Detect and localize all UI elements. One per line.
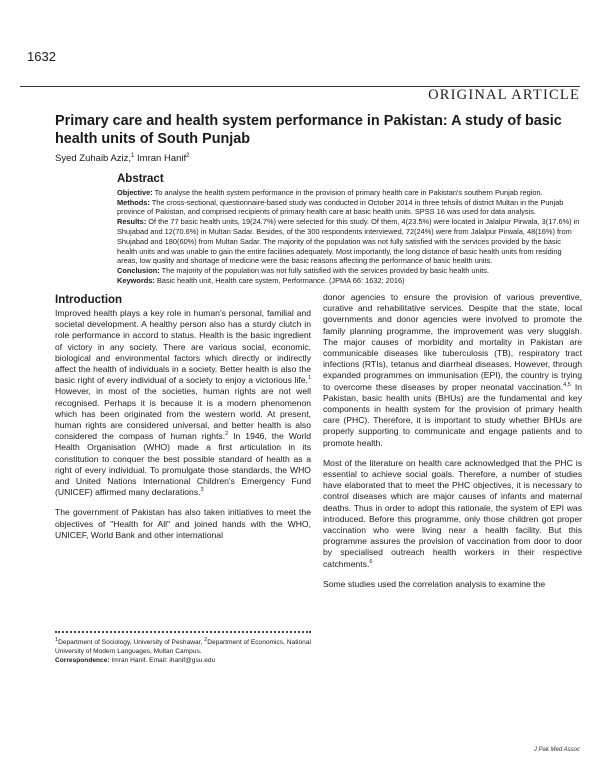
objective-label: Objective: — [117, 187, 153, 197]
intro-p1-part-b: However, in most of the societies, human rights are not well recognised. Perhaps it is because it is a modern phenomenon which has been originated from the western world. At present, human rights are considered universal, and better health is also considered the compass of human rights. — [55, 386, 311, 442]
citation-6: 6 — [369, 558, 373, 565]
abstract-keywords — [117, 276, 581, 286]
intro-paragraph-2: The government of Pakistan has also taken initiatives to meet the objectives of "Health for All" and joined hands with the WHO, UNICEF, World Bank and other international — [55, 507, 311, 540]
author-affil-1: 1 — [131, 153, 135, 159]
keywords-label: Keywords: — [117, 275, 155, 285]
article-type-label: ORIGINAL ARTICLE — [428, 87, 580, 103]
intro-paragraph-4 — [323, 458, 582, 570]
conclusion-text: The majority of the population was not fully satisfied with the services provided by basic health units. — [159, 266, 490, 276]
body-column-left — [55, 293, 311, 550]
intro-r1-part-a: donor agencies to ensure the provision of various preventive, curative and rehabilitative services. Despite that the state, local governments and donor agencies were involved to promote the family planning programme, the improvement was very sluggish. The major causes of morbidity and mortality in Pakistan are communicable diseases like tuberculosis (TB), respiratory tract infections (RTIs), tetanus and diarrheal diseases. However, through expanded programmes on immunisation (EPI), the country is trying to overcome these diseases by proper neonatal vaccination. — [323, 292, 582, 392]
author-name-2: Imran Hanif — [134, 153, 187, 165]
conclusion-label: Conclusion: — [117, 266, 160, 276]
body-column-right — [323, 292, 582, 599]
intro-r2-part-a: Most of the literature on health care acknowledged that the PHC is essential to achieve social goals. Therefore, a number of studies have elaborated that to meet the PHC objectives, it is necessary to control diseases which are major causes of infants and maternal deaths. Thus in order to adopt this rationale, the system of EPI was introduced. Before this programme, only those children got proper vaccination who were living near a health facility. But this programme assures the provision of vaccination from door to door by specialised outreach health workers in their respective catchments. — [323, 457, 582, 569]
intro-p1-part-c: In 1946, the World Health Organisation (WHO) made a first articulation in its constitution to conquer the best possible standard of health as a right of every individual. To promulgate those standards, the WHO and United Nations International Children's Emergency Fund (UNICEF) affirmed many declarations. — [55, 431, 311, 498]
author-name-1: Syed Zuhaib Aziz, — [55, 153, 132, 165]
abstract-heading: Abstract — [117, 173, 164, 185]
correspondence-label: Correspondence: — [55, 657, 110, 665]
citation-1: 1 — [307, 375, 311, 382]
citation-4-5: 4,5 — [563, 381, 571, 388]
intro-paragraph-5: Some studies used the correlation analysis to examine the — [323, 578, 546, 589]
page-number: 1632 — [27, 49, 56, 64]
affiliation-footnote — [55, 636, 311, 665]
abstract-section — [117, 175, 581, 286]
affil-mark-2: 2 — [204, 637, 208, 643]
intro-paragraph-3 — [323, 292, 582, 449]
methods-text: The cross-sectional, questionnaire-based study was conducted in October 2014 in three tehsils of district Multan in the Punjab province of Pakistan, and comprised recipients of primary health care at basic health units. SPSS 16 was used for data analysis. — [117, 197, 564, 217]
citation-2: 2 — [225, 431, 229, 438]
introduction-heading: Introduction — [55, 294, 123, 306]
affil-1-text: Department of Sociology, University of Peshawar, — [58, 639, 205, 647]
journal-name: J Pak Med Assoc — [533, 747, 580, 753]
correspondence-text: Imran Hanif. Email: ihanif@gsu.edu — [109, 657, 216, 665]
affil-mark-1: 1 — [55, 637, 59, 643]
intro-paragraph-1 — [55, 308, 311, 498]
article-title: Primary care and health system performance in Pakistan: A study of basic health units of South Punjab — [55, 113, 562, 147]
objective-text: To analyse the health system performance in the provision of primary health care in Pakistan's southern Punjab region. — [152, 187, 543, 197]
methods-label: Methods: — [117, 197, 150, 207]
keywords-text: Basic health unit, Health care system, Performance. (JPMA 66: 1632; 2016) — [154, 275, 405, 285]
author-line — [55, 153, 189, 164]
abstract-results — [117, 217, 581, 266]
abstract-methods — [117, 198, 581, 218]
citation-3: 3 — [200, 487, 204, 494]
footnote-separator — [55, 631, 311, 633]
results-text: Of the 77 basic health units, 19(24.7%) were selected for this study. Of them, 4(23.5%) were located in Jalalpur Pirwala, 3(17.6%) in Shujabad and 12(70.6%) in Multan Sadar. Besides, of the 300 respondents interviewed, 72(24%) were from Jalalpur Pirwala, 48(16%) from Shujabad and 180(60%) from Multan Sadar. The majority of the population was not fully satisfied with the services provided by the basic health units and was unable to gain the entire facilities adequately. Most importantly, the long distance of basic health units from residing areas, low quality and shortage of medicine were the basic reasons affecting the performance of basic health units. — [117, 217, 580, 266]
intro-p1-part-a: Improved health plays a key role in human's personal, familial and societal development. A healthy person also has a sturdy clutch in role performance in accord to status. Health is the basic ingredient of victory in any society. There are various social, economic, biological and environmental factors which directly or indirectly affect the health of individuals in a society. Better health is also the basic right of every individual of a society to enjoy a victorious life. — [55, 308, 311, 386]
abstract-conclusion — [117, 266, 581, 276]
abstract-objective — [117, 188, 581, 198]
affil-2-text: Department of Economics, National University of Modern Languages, Multan Campus. — [55, 639, 311, 656]
results-label: Results: — [117, 217, 147, 227]
intro-r1-part-b: In Pakistan, basic health units (BHUs) are the fundamental and key components in health system for the provision of primary health care (PHC). Therefore, it is important to study whether BHUs are properly supporting to communicate and engage patients and to promote health. — [323, 381, 583, 448]
author-affil-2: 2 — [186, 153, 190, 159]
